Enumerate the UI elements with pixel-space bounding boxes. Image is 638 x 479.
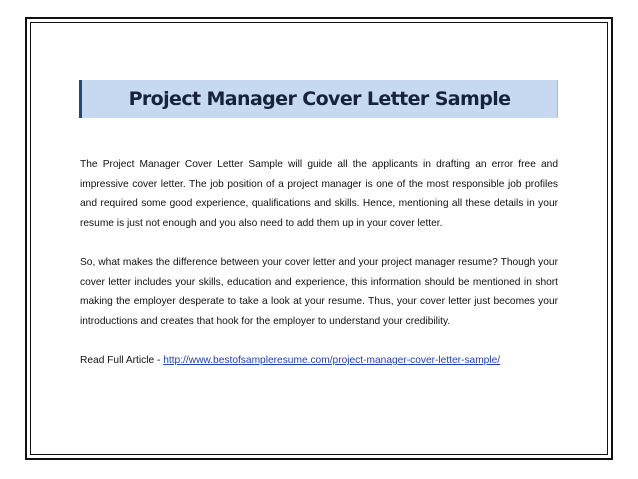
- article-link[interactable]: http://www.bestofsampleresume.com/project-manager-cover-letter-sample/: [163, 354, 501, 366]
- paragraph-difference: So, what makes the difference between your cover letter and your project manager resume? Though your cover letter includes your skills, education and experience, this information should be mentioned in short making the employer desperate to take a look at your resume. Thus, your cover letter just becomes your introductions and creates that hook for the employer to understand your credibility.: [80, 256, 558, 327]
- paragraph-intro: The Project Manager Cover Letter Sample will guide all the applicants in drafting an error free and impressive cover letter. The job position of a project manager is one of the most responsible job profiles and required some good experience, qualifications and skills. Hence, mentioning all these details in your resume is just not enough and you also need to add them up in your cover letter.: [80, 159, 558, 229]
- read-more-line: [80, 351, 558, 371]
- article-body: [80, 155, 558, 390]
- page-title: Project Manager Cover Letter Sample: [128, 88, 511, 110]
- read-more-label: Read Full Article -: [80, 354, 164, 366]
- title-banner: [79, 80, 558, 118]
